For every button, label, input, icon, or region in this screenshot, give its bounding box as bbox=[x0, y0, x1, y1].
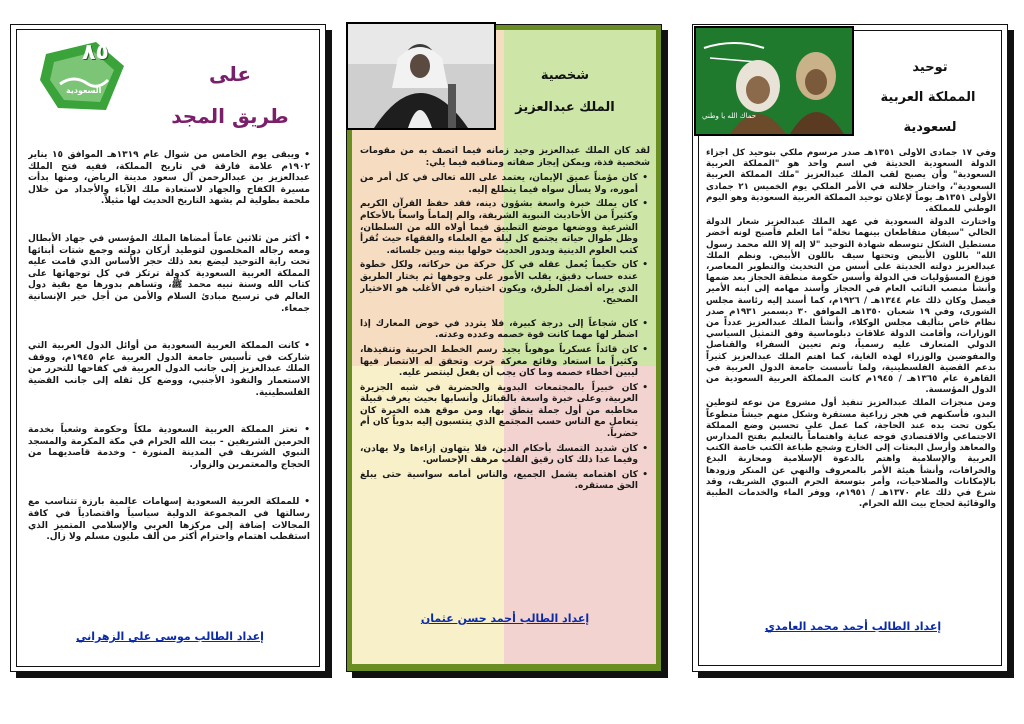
badge-number: ٨٥ bbox=[82, 40, 109, 65]
trait-item: • كان قائداً عسكرياً موهوباً يجيد رسم الخطط الحربية وتنفيذها، وكثيراً ما استعاد وقائع معركة جرت وتحقق له الانتصار فيها ليبين أخطاء خصمه وما كان يجب أن يفعل لينتصر عليه. bbox=[360, 345, 638, 380]
left-paragraph: • ويبقى يوم الخامس من شوال عام ١٣١٩هـ الموافق ١٥ يناير ١٩٠٢م علامة فارقة في تاريخ المملكة، ففيه فتح الملك عبدالعزيز بن عبدالرحمن آل سعود مدينة الرياض، ومنها بدأت مسيرة الكفاح والجهاد لاستعادة ملك الآباء والأجداد من خلال ملحمة بطولية لم يشهد التاريخ الحديث لها مثيلاً. bbox=[28, 150, 310, 207]
middle-title-line1: شخصية bbox=[540, 68, 590, 83]
kings-flag-photo bbox=[694, 26, 854, 136]
trait-item: • كان حكيماً يُعمل عقله في كل حركة من حركاته، ولكل خطوة عنده حساب دقيق، يقلب الأمور على وجوهها ثم يختار الطريق الذي يراه أفضل الطرق، ويكون اختياره في الأغلب هو الاختيار الصحيح. bbox=[360, 260, 638, 306]
trait-item: • كان خبيراً بالمجتمعات البدوية والحضرية في شبه الجزيرة العربية، وعلى خبرة واسعة بالقبائل وأنسابها بحيث يعرف قبيلة مخاطبه من أول جملة ينطق بها، ومن موقع هذه الخبرة كان يتعامل مع الناس حسب المجتمع الذي ينتسبون إليه بدوياً كان أم حضرياً. bbox=[360, 383, 638, 441]
right-paragraph: واختارت الدولة السعودية في عهد الملك عبدالعزيز شعار الدولة الحالي "سيفان متقاطعان بينهما نخلة" أما العلم فأصبح لونه أخضر مستطيل الشكل تتوسطه شهادة التوحيد "لا إله إلا الله محمد رسول الله" باللون الأبيض وتحتها سيف باللون الأبيض. ونظم الملك عبدالعزيز دولته الحديثة على أسس من التحديث والتطوير المعاصر، فوزع المسؤوليات في الدولة وأسس حكومة منطقة الحجاز بعد ضمها وأنشأ منصب النائب العام في الحجاز وأسند مهامه إلى ابنه الأمير فيصل وكان ذلك عام ١٣٤٤هـ / ١٩٢٦م، كما أسند إليه رئاسة مجلس الشورى، وفي ١٩ شعبان ١٣٥٠هـ الموافق ٣٠ ديسمبر ١٩٣١م صدر نظام خاص بتأليف مجلس الوكلاء، وأنشأ الملك عبدالعزيز عدداً من الوزارات، وأقامت الدولة علاقات دبلوماسية وفق التمثيل السياسي الدولي المتعارف عليه رسمياً، وتم تعيين السفراء والقناصل والمفوضين والوزراء لهذه الغاية، كما اهتم الملك عبدالعزيز كثيراً بدعم القضية الفلسطينية، ولما تأسست جامعة الدول العربية في القاهرة عام ١٣٦٥هـ / ١٩٤٥م كانت المملكة العربية السعودية من الدول المؤسسة. bbox=[706, 217, 996, 396]
trait-item: • كان شديد التمسك بأحكام الدين، فلا يتهاون إزاءها ولا يهادن، وفيما عدا ذلك كان رقيق القلب مرهف الإحساس. bbox=[360, 444, 638, 467]
right-title-line1: توحيد bbox=[912, 60, 948, 75]
right-body bbox=[706, 148, 996, 606]
left-paragraph: • للمملكة العربية السعودية إسهامات عالمية بارزة تتناسب مع رسالتها في المجموعة الدولية سياسياً واقتصادياً في كافة المجالات إضافة إلى مركزها العربي والإسلامي المتميز الذي استقطب اهتمام واحترام أكثر من ألف مليون مسلم ولا زال. bbox=[28, 497, 310, 543]
left-author: إعداد الطالب موسى علي الزهراني bbox=[76, 630, 264, 643]
left-paragraph: • تعتز المملكة العربية السعودية ملكاً وحكومة وشعباً بخدمة الحرمين الشريفين - بيت الله الحرام في مكة المكرمة والمسجد النبوي الشريف في المدينة المنورة - وخدمة قاصديهما من الحجاج والمعتمرين والزوار. bbox=[28, 425, 310, 470]
middle-intro: لقد كان الملك عبدالعزيز وحيد زمانه فيما اتصف به من مقومات شخصية فذة، ويمكن إيجاز صفاته ومناقبه فيما يلي: bbox=[360, 146, 650, 168]
trait-item: • كان اهتمامه يشمل الجميع، والناس أمامه سواسية حتى يبلغ الحق مستقره. bbox=[360, 470, 638, 493]
middle-author: إعداد الطالب أحمد حسن عثمان bbox=[420, 612, 590, 625]
left-paragraph: • أكثر من ثلاثين عاماً أمضاها الملك المؤسس في جهاد الأبطال ومعه رجاله المخلصون لتوطيد أركان دولته وجمع شتات أبنائها تحت راية التوحيد ليضع بعد ذلك حجر الأساس الذي قامت عليه المملكة العربية السعودية كدولة ترتكز في كل توجهاتها على كتاب الله وسنة نبيه محمد ﷺ، وتساهم بدورها مع بقية دول العالم في ترسيخ مبادئ السلام والأمن من أجل خير الإنسانية جمعاء. bbox=[28, 233, 310, 314]
left-title-line1: على bbox=[208, 62, 252, 86]
middle-traits-list bbox=[360, 173, 650, 493]
national-day-badge bbox=[36, 36, 128, 116]
left-title-line2: طريق المجد bbox=[171, 104, 289, 128]
right-title-line3: لسعودية bbox=[903, 120, 957, 135]
left-paragraph: • كانت المملكة العربية السعودية من أوائل الدول العربية التي شاركت في تأسيس جامعة الدول العربية عام ١٩٤٥م، ووقف الملك عبدالعزيز إلى جانب الدول العربية في كفاحها للتحرر من الاستعمار والنفوذ الأجنبي، ووضع كل ثقله إلى جانب القضية الفلسطينية. bbox=[28, 341, 310, 398]
middle-body bbox=[360, 146, 650, 606]
trait-item: • كان مؤمناً عميق الإيمان، يعتمد على الله تعالى في كل أمر من أموره، ولا يسأل سواه فيما يتطلع إليه. bbox=[360, 173, 638, 196]
badge-caption: السعودية bbox=[66, 86, 102, 95]
right-paragraph: وفي ١٧ جمادى الأولى ١٣٥١هـ صدر مرسوم ملكي بتوحيد كل أجزاء الدولة السعودية الحديثة في اسم واحد هو "المملكة العربية السعودية" وأن يصبح لقب الملك عبدالعزيز "ملك المملكة العربية السعودية"، واختار جلالته في الأمر الملكي يوم الخميس ٢١ جمادى الأولى ١٣٥١هـ يوماً لإعلان توحيد المملكة العربية السعودية وهو اليوم الوطني للمملكة. bbox=[706, 148, 996, 215]
left-body bbox=[28, 150, 310, 610]
trait-item: • كان يملك خبرة واسعة بشؤون دينه، فقد حفظ القرآن الكريم وكثيراً من الأحاديث النبوية الشريفة، والم إلماماً واسعاً بالأحكام الشرعية ووضعها موضع التطبيق فيما أولاه الله من السلطان، وظل طوال حياته يجتمع كل ليلة مع العلماء والفقهاء حيث تُقرأ كتب العلوم الدينية ويدور الحديث حولها بينه وبين جلسائه. bbox=[360, 199, 638, 257]
right-paragraph: ومن منجزات الملك عبدالعزيز تنفيذ أول مشروع من نوعه لتوطين البدو، فأسكنهم في هجر زراعية مستقرة وشكل منهم جيشاً متطوعاً يكون تحت يده عند الحاجة، كما عمل على تحسين وضع المملكة الاجتماعي والاقتصادي فوجه عناية واهتماماً بالتعليم بفتح المدارس والمعاهد وأرسل البعثات إلى الخارج وشجع طباعة الكتب خاصة الكتب العربية والإسلامية واهتم بالدعوة الإسلامية ومحاربة البدع والخرافات، وأنشأ هيئة الأمر بالمعروف والنهي عن المنكر وزودها بالإمكانات والصلاحيات، وأمر بتوسعة الحرم النبوي الشريف، وقد شرع في ذلك عام ١٣٧٠هـ / ١٩٥١م، ووفر الماء والخدمات الطبية والوقائية لحجاج بيت الله الحرام. bbox=[706, 398, 996, 510]
king-abdulaziz-photo bbox=[346, 22, 496, 130]
middle-title-line2: الملك عبدالعزيز bbox=[515, 100, 615, 115]
right-author: إعداد الطالب أحمد محمد العامدي bbox=[764, 620, 942, 633]
right-title-line2: المملكة العربية bbox=[880, 90, 976, 105]
flag-caption: حماك الله يا وطني bbox=[702, 112, 757, 120]
trait-item: • كان شجاعاً إلى درجة كبيرة، فلا يتردد في خوض المعارك إذا اضطر لها مهما كانت قوة خصمه وعدده وعدته. bbox=[360, 319, 638, 342]
